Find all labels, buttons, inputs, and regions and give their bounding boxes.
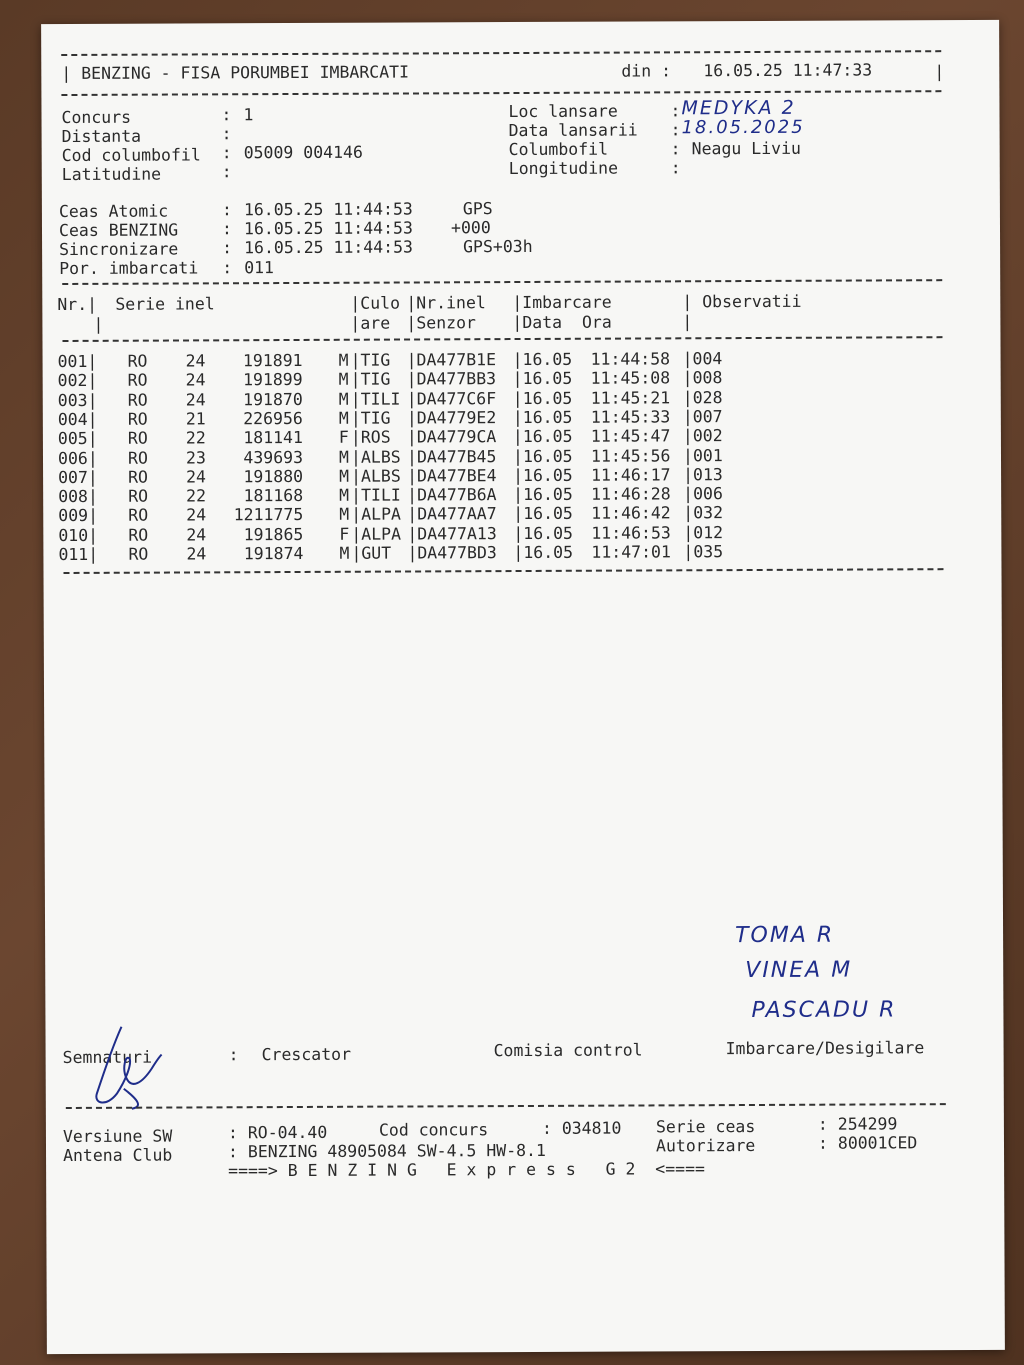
row-sex: M <box>338 370 349 390</box>
row-nr: 003| <box>57 390 98 410</box>
row-time: 11:46:53 <box>591 523 671 543</box>
row-nr: 001| <box>57 351 98 372</box>
row-year: 24 <box>186 505 207 525</box>
imbarcare-label: Imbarcare/Desigilare <box>725 1038 925 1059</box>
row-observation: |006 <box>683 484 723 504</box>
loc-lansare-label: Loc lansare <box>508 101 618 122</box>
cod-columbofil-sep: : <box>221 143 232 163</box>
latitudine-label: Latitudine <box>61 164 162 185</box>
row-sex: M <box>339 485 350 505</box>
concurs-value: 1 <box>243 105 254 125</box>
row-nr: 007| <box>58 467 98 487</box>
divider <box>61 90 941 96</box>
row-time: 11:45:21 <box>590 387 671 408</box>
row-year: 24 <box>186 544 207 564</box>
row-date: |16.05 <box>513 504 573 524</box>
col-culoare-header-2: |are <box>350 313 391 333</box>
semnaturi-label: Semnaturi <box>62 1047 153 1068</box>
row-ring: 191870 <box>243 389 303 409</box>
row-year: 24 <box>186 467 206 487</box>
por-imbarcati-sep: : <box>222 258 233 278</box>
autorizare-value: : 80001CED <box>817 1133 918 1153</box>
longitudine-sep: : <box>670 158 681 178</box>
row-time: 11:44:58 <box>590 349 671 369</box>
row-color: |TILI <box>351 485 401 505</box>
row-color: |ROS <box>350 427 391 447</box>
row-observation: |001 <box>682 445 723 465</box>
row-year: 24 <box>185 351 206 371</box>
longitudine-label: Longitudine <box>508 158 619 179</box>
embarkation-sheet <box>41 20 1005 1354</box>
row-sensor: |DA477AA7 <box>407 504 497 524</box>
semnaturi-sep: : <box>228 1045 239 1065</box>
row-country: RO <box>127 351 148 371</box>
row-nr: 009| <box>58 506 99 526</box>
row-year: 24 <box>185 389 206 410</box>
cod-concurs-label: Cod concurs <box>378 1120 489 1140</box>
row-date: |16.05 <box>513 523 573 543</box>
col-nr-header-2: | <box>93 314 104 334</box>
row-year: 23 <box>185 447 206 467</box>
col-nrinel-header-2: |Senzor <box>406 313 476 333</box>
row-ring: 191874 <box>243 543 304 564</box>
row-observation: |008 <box>682 368 723 388</box>
row-observation: |013 <box>683 464 723 485</box>
cod-concurs-value: : 034810 <box>541 1118 622 1138</box>
col-imbarcare-header: |Imbarcare <box>512 292 612 313</box>
columbofil-value: Neagu Liviu <box>691 138 801 159</box>
commission-name-2: VINEA M <box>745 957 853 984</box>
row-year: 24 <box>186 525 207 545</box>
row-sex: M <box>338 408 349 428</box>
col-culoare-header: |Culo <box>350 293 401 313</box>
row-nr: 002| <box>57 371 98 391</box>
row-sex: F <box>339 524 350 544</box>
row-country: RO <box>128 467 148 487</box>
sincronizare-sep: : <box>222 238 233 258</box>
row-country: RO <box>127 370 148 391</box>
por-imbarcati-value: 011 <box>244 258 275 278</box>
autorizare-label: Autorizare <box>655 1135 756 1156</box>
express-banner: ====> B E N Z I N G E x p r e s s G 2 <==== <box>228 1159 705 1181</box>
row-observation: |035 <box>683 542 724 562</box>
sincronizare-label: Sincronizare <box>59 239 179 260</box>
por-imbarcati-label: Por. imbarcati <box>59 258 199 279</box>
columbofil-label: Columbofil <box>508 139 609 160</box>
row-sex: M <box>338 350 349 370</box>
row-ring: 181141 <box>243 428 303 448</box>
row-time: 11:45:56 <box>590 445 671 466</box>
row-time: 11:46:28 <box>591 484 671 504</box>
row-ring: 191891 <box>242 350 303 371</box>
row-nr: 006| <box>57 448 98 468</box>
row-year: 21 <box>185 409 206 429</box>
distanta-sep: : <box>221 124 232 144</box>
versiune-value: : RO-04.40 <box>227 1122 328 1143</box>
row-country: RO <box>127 448 148 468</box>
ceas-atomic-label: Ceas Atomic <box>58 201 169 222</box>
divider <box>63 568 943 574</box>
concurs-sep: : <box>221 105 232 125</box>
row-sensor: |DA477B45 <box>406 446 497 467</box>
sheet-title: | BENZING - FISA PORUMBEI IMBARCATI <box>61 62 410 84</box>
col-imbarcare-header-2: |Data Ora <box>512 312 612 333</box>
row-country: RO <box>128 506 149 526</box>
row-color: |ALBS <box>350 447 401 467</box>
row-sensor: |DA477BE4 <box>407 465 497 486</box>
row-ring: 1211775 <box>233 505 304 525</box>
row-country: RO <box>127 428 148 448</box>
ceas-atomic-sep: : <box>221 200 232 220</box>
row-date: |16.05 <box>512 407 573 427</box>
col-observatii-header-2: | <box>682 312 693 332</box>
row-sensor: |DA4779E2 <box>406 408 497 428</box>
row-date: |16.05 <box>512 369 573 389</box>
row-country: RO <box>128 486 149 506</box>
row-country: RO <box>128 544 149 564</box>
ceas-benzing-extra: +000 <box>450 218 491 238</box>
row-time: 11:45:33 <box>590 407 671 427</box>
row-sensor: |DA477A13 <box>407 523 497 544</box>
row-nr: 010| <box>58 525 99 545</box>
row-nr: 005| <box>57 429 98 449</box>
row-date: |16.05 <box>512 388 573 408</box>
row-ring: 439693 <box>243 447 304 467</box>
row-time: 11:46:42 <box>591 503 671 524</box>
row-year: 22 <box>186 486 207 506</box>
title-bar: | <box>934 62 945 82</box>
loc-lansare-sep: : <box>670 101 681 121</box>
data-lansarii-sep: : <box>670 120 681 140</box>
divider <box>66 1103 946 1109</box>
sincronizare-value: 16.05.25 11:44:53 <box>244 237 414 258</box>
latitudine-sep: : <box>221 162 232 182</box>
loc-lansare-value: MEDYKA 2 <box>681 96 796 120</box>
columbofil-sep: : <box>670 139 681 159</box>
concurs-label: Concurs <box>61 107 132 128</box>
commission-name-1: TOMA R <box>735 922 835 949</box>
row-color: |ALPA <box>351 524 402 544</box>
ceas-benzing-value: 16.05.25 11:44:53 <box>243 218 413 239</box>
col-observatii-header: | Observatii <box>682 291 802 312</box>
row-ring: 226956 <box>243 408 303 429</box>
row-observation: |032 <box>683 503 724 523</box>
row-sensor: |DA477C6F <box>406 388 497 409</box>
ceas-benzing-sep: : <box>221 219 232 239</box>
row-color: |GUT <box>351 543 392 563</box>
row-date: |16.05 <box>512 426 573 447</box>
row-observation: |028 <box>682 387 723 407</box>
row-time: 11:45:47 <box>590 426 671 446</box>
serie-ceas-value: : 254299 <box>817 1114 898 1134</box>
distanta-label: Distanta <box>61 126 142 147</box>
row-observation: |012 <box>683 522 724 542</box>
row-ring: 191899 <box>243 370 303 390</box>
row-time: 11:47:01 <box>591 542 671 562</box>
row-color: |TIG <box>350 350 391 370</box>
row-date: |16.05 <box>512 349 573 370</box>
row-color: |ALPA <box>351 504 401 525</box>
row-sensor: |DA4779CA <box>406 427 497 447</box>
row-time: 11:46:17 <box>591 465 671 485</box>
row-observation: |002 <box>682 426 723 446</box>
row-nr: 008| <box>58 486 98 507</box>
row-country: RO <box>127 409 148 429</box>
versiune-label: Versiune SW <box>62 1126 173 1147</box>
ceas-atomic-extra: GPS <box>462 199 493 219</box>
antena-label: Antena Club <box>62 1145 173 1166</box>
row-color: |TIG <box>350 369 391 390</box>
commission-name-3: PASCADU R <box>751 997 897 1024</box>
row-date: |16.05 <box>513 465 573 485</box>
data-lansarii-value: 18.05.2025 <box>681 116 805 139</box>
data-lansarii-label: Data lansarii <box>508 120 638 141</box>
ceas-benzing-label: Ceas BENZING <box>58 220 179 241</box>
row-sensor: |DA477B6A <box>407 485 497 505</box>
row-sex: M <box>339 466 350 486</box>
row-color: |TILI <box>350 389 401 409</box>
row-sensor: |DA477BD3 <box>407 543 497 563</box>
row-observation: |007 <box>682 407 723 427</box>
col-nrinel-header: |Nr.inel <box>406 293 486 313</box>
col-nr-header: Nr.| <box>57 294 98 315</box>
row-time: 11:45:08 <box>590 368 671 388</box>
divider <box>62 336 942 342</box>
row-nr: 011| <box>58 544 99 565</box>
row-sex: M <box>338 447 349 467</box>
row-sex: M <box>338 389 349 409</box>
row-sensor: |DA477BB3 <box>406 369 497 389</box>
comisia-label: Comisia control <box>493 1040 643 1061</box>
row-sex: F <box>338 427 349 447</box>
row-date: |16.05 <box>512 446 573 466</box>
table-row <box>43 541 943 564</box>
ceas-atomic-value: 16.05.25 11:44:53 <box>243 199 413 220</box>
cod-columbofil-label: Cod columbofil <box>61 145 201 166</box>
row-ring: 191880 <box>243 466 304 487</box>
breeder-signature <box>81 1019 171 1114</box>
row-sensor: |DA477B1E <box>406 350 497 370</box>
crescator-label: Crescator <box>261 1044 352 1065</box>
cod-columbofil-value: 05009 004146 <box>243 142 363 163</box>
sincronizare-extra: GPS+03h <box>463 236 533 257</box>
row-date: |16.05 <box>513 542 574 563</box>
row-sex: M <box>339 505 350 525</box>
serie-ceas-label: Serie ceas <box>655 1116 756 1137</box>
row-year: 24 <box>185 370 206 390</box>
antena-value: : BENZING 48905084 SW-4.5 HW-8.1 <box>227 1140 546 1162</box>
row-color: |ALBS <box>351 466 401 486</box>
row-nr: 004| <box>57 409 98 429</box>
row-year: 22 <box>185 428 206 448</box>
row-ring: 191865 <box>243 524 304 544</box>
print-date-label: din : <box>621 61 672 81</box>
row-date: |16.05 <box>513 484 573 505</box>
row-country: RO <box>127 390 148 410</box>
divider <box>61 50 941 56</box>
row-observation: |004 <box>682 349 723 369</box>
row-ring: 181168 <box>243 486 304 506</box>
row-color: |TIG <box>350 408 391 428</box>
row-sex: M <box>339 543 350 563</box>
divider <box>62 279 942 285</box>
print-date-value: 16.05.25 11:47:33 <box>703 60 873 81</box>
col-serie-header: Serie inel <box>115 294 215 314</box>
row-country: RO <box>128 525 149 545</box>
